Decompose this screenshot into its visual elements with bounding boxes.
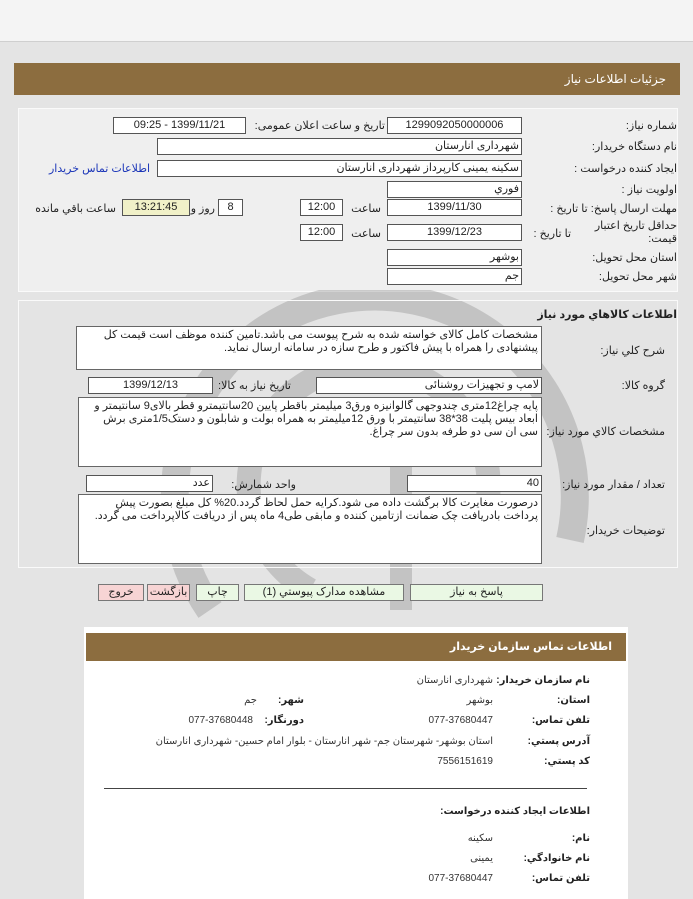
announce-label: تاریخ و ساعت اعلان عمومی: [254, 120, 385, 132]
days-label: روز و [190, 203, 215, 215]
group-field: لامپ و تجهیزات روشنائی [316, 377, 542, 394]
print-button[interactable]: چاپ [196, 584, 239, 601]
creator-phone-value: 077-37680447 [428, 873, 493, 884]
days-remaining-field: 8 [218, 199, 243, 216]
group-label: گروه کالا: [621, 380, 665, 392]
family-label: نام خانوادگي: [523, 853, 590, 864]
priority-label: اولویت نیاز : [621, 184, 677, 196]
buyer-contact-link[interactable]: اطلاعات تماس خریدار [48, 163, 150, 175]
deadline-label: مهلت ارسال پاسخ: تا تاریخ : [550, 203, 677, 215]
qty-field: 40 [407, 475, 542, 492]
spec-textarea[interactable]: پایه چراغ12متری چندوجهی گالوانیزه ورق3 میلیمتر باقطر پایین 20سانتیمترو قطر بالای9 سانتیمتر و ابعاد بیس پلیت 38*38 سانتیمتر با ورق 12میلیمتر به همراه بولت و شابلون و دستک1/5متری برش سی ان سی دو طرفه بدون سر چراغ. [78, 397, 542, 467]
province-field: بوشهر [387, 249, 522, 266]
desc-textarea[interactable]: مشخصات کامل کالای خواسته شده به شرح پیوست می باشد.تامین کننده موظف است قیمت کل پیشنهادی را همراه با پیش فاکتور و طرح سازه در سامانه ارسال نماید. [76, 326, 542, 370]
desc-label: شرح کلي نیاز: [600, 345, 665, 357]
deadline-time-field: 12:00 [300, 199, 343, 216]
address-label: آدرس پستي: [527, 736, 590, 747]
top-band [0, 0, 693, 42]
priority-field: فوري [387, 181, 522, 198]
goods-title: اطلاعات کالاهاي مورد نیاز [537, 309, 677, 321]
postal-value: 7556151619 [437, 756, 493, 767]
city-field: جم [387, 268, 522, 285]
unit-field: عدد [86, 475, 213, 492]
back-button[interactable]: بازگشت [147, 584, 190, 601]
city-value: جم [244, 695, 257, 706]
validity-time-label: ساعت [351, 228, 381, 240]
contact-header [86, 633, 626, 661]
notes-label: توضیحات خریدار: [586, 525, 665, 537]
announce-field: 1399/11/21 - 09:25 [113, 117, 246, 134]
postal-label: کد پستي: [544, 756, 590, 767]
time-remaining-field: 13:21:45 [122, 199, 190, 216]
spec-label: مشخصات کالاي مورد نیاز: [546, 426, 665, 438]
creator-info-title: اطلاعات ایجاد کننده درخواست: [440, 806, 590, 817]
need-number-label: شماره نیاز: [625, 120, 677, 132]
page-header [14, 63, 680, 95]
buyer-field: شهرداری انارستان [157, 138, 522, 155]
contact-title: اطلاعات تماس سازمان خریدار [449, 641, 612, 653]
remaining-label: ساعت باقي مانده [35, 203, 116, 215]
unit-label: واحد شمارش: [231, 479, 296, 491]
deadline-date-field: 1399/11/30 [387, 199, 522, 216]
province-value: بوشهر [466, 695, 493, 706]
divider [104, 788, 587, 789]
fax-label: دورنگار: [264, 715, 304, 726]
phone-value: 077-37680447 [428, 715, 493, 726]
need-date-label: تاریخ نیاز به کالا: [218, 380, 291, 392]
province-label: استان محل تحویل: [592, 252, 677, 264]
validity-time-field: 12:00 [300, 224, 343, 241]
page-title: جزئیات اطلاعات نیاز [564, 72, 666, 86]
city-label: شهر محل تحویل: [598, 271, 677, 283]
validity-to-label: تا تاریخ : [533, 228, 571, 240]
creator-phone-label: تلفن تماس: [531, 873, 590, 884]
province-label: استان: [557, 695, 590, 706]
family-value: یمینی [470, 853, 493, 864]
need-number-field: 1299092050000006 [387, 117, 522, 134]
address-value: استان بوشهر- شهرستان جم- شهر انارستان - بلوار امام حسین- شهرداری انارستان [155, 736, 493, 747]
city-label: شهر: [278, 695, 304, 706]
exit-button[interactable]: خروج [98, 584, 144, 601]
fax-value: 077-37680448 [188, 715, 253, 726]
qty-label: تعداد / مقدار مورد نیاز: [562, 479, 665, 491]
reply-button[interactable]: پاسخ به نیاز [410, 584, 543, 601]
name-label: نام: [571, 833, 590, 844]
name-value: سکینه [467, 833, 493, 844]
phone-label: تلفن تماس: [531, 715, 590, 726]
org-label: نام سازمان خریدار: [496, 675, 590, 686]
validity-date-field: 1399/12/23 [387, 224, 522, 241]
creator-field: سکینه یمینی کارپرداز شهرداری انارستان [157, 160, 522, 177]
buyer-label: نام دستگاه خریدار: [591, 141, 677, 153]
need-date-field: 1399/12/13 [88, 377, 213, 394]
creator-label: ایجاد کننده درخواست : [574, 163, 677, 175]
need-details-panel [18, 108, 678, 292]
deadline-time-label: ساعت [351, 203, 381, 215]
validity-label: حداقل تاریخ اعتبار قیمت: [594, 220, 677, 245]
notes-textarea[interactable]: درصورت مغایرت کالا برگشت داده می شود.کرایه حمل لحاظ گردد.20% کل مبلغ بصورت پیش پرداخت بادریافت چک ضمانت ازتامین کننده و مابقی طی4 ماه پس از دریافت کالاپرداخت می گردد. [78, 494, 542, 564]
attachments-button[interactable]: مشاهده مدارک پیوستي (1) [244, 584, 404, 601]
org-value: شهرداری انارستان [416, 675, 493, 686]
